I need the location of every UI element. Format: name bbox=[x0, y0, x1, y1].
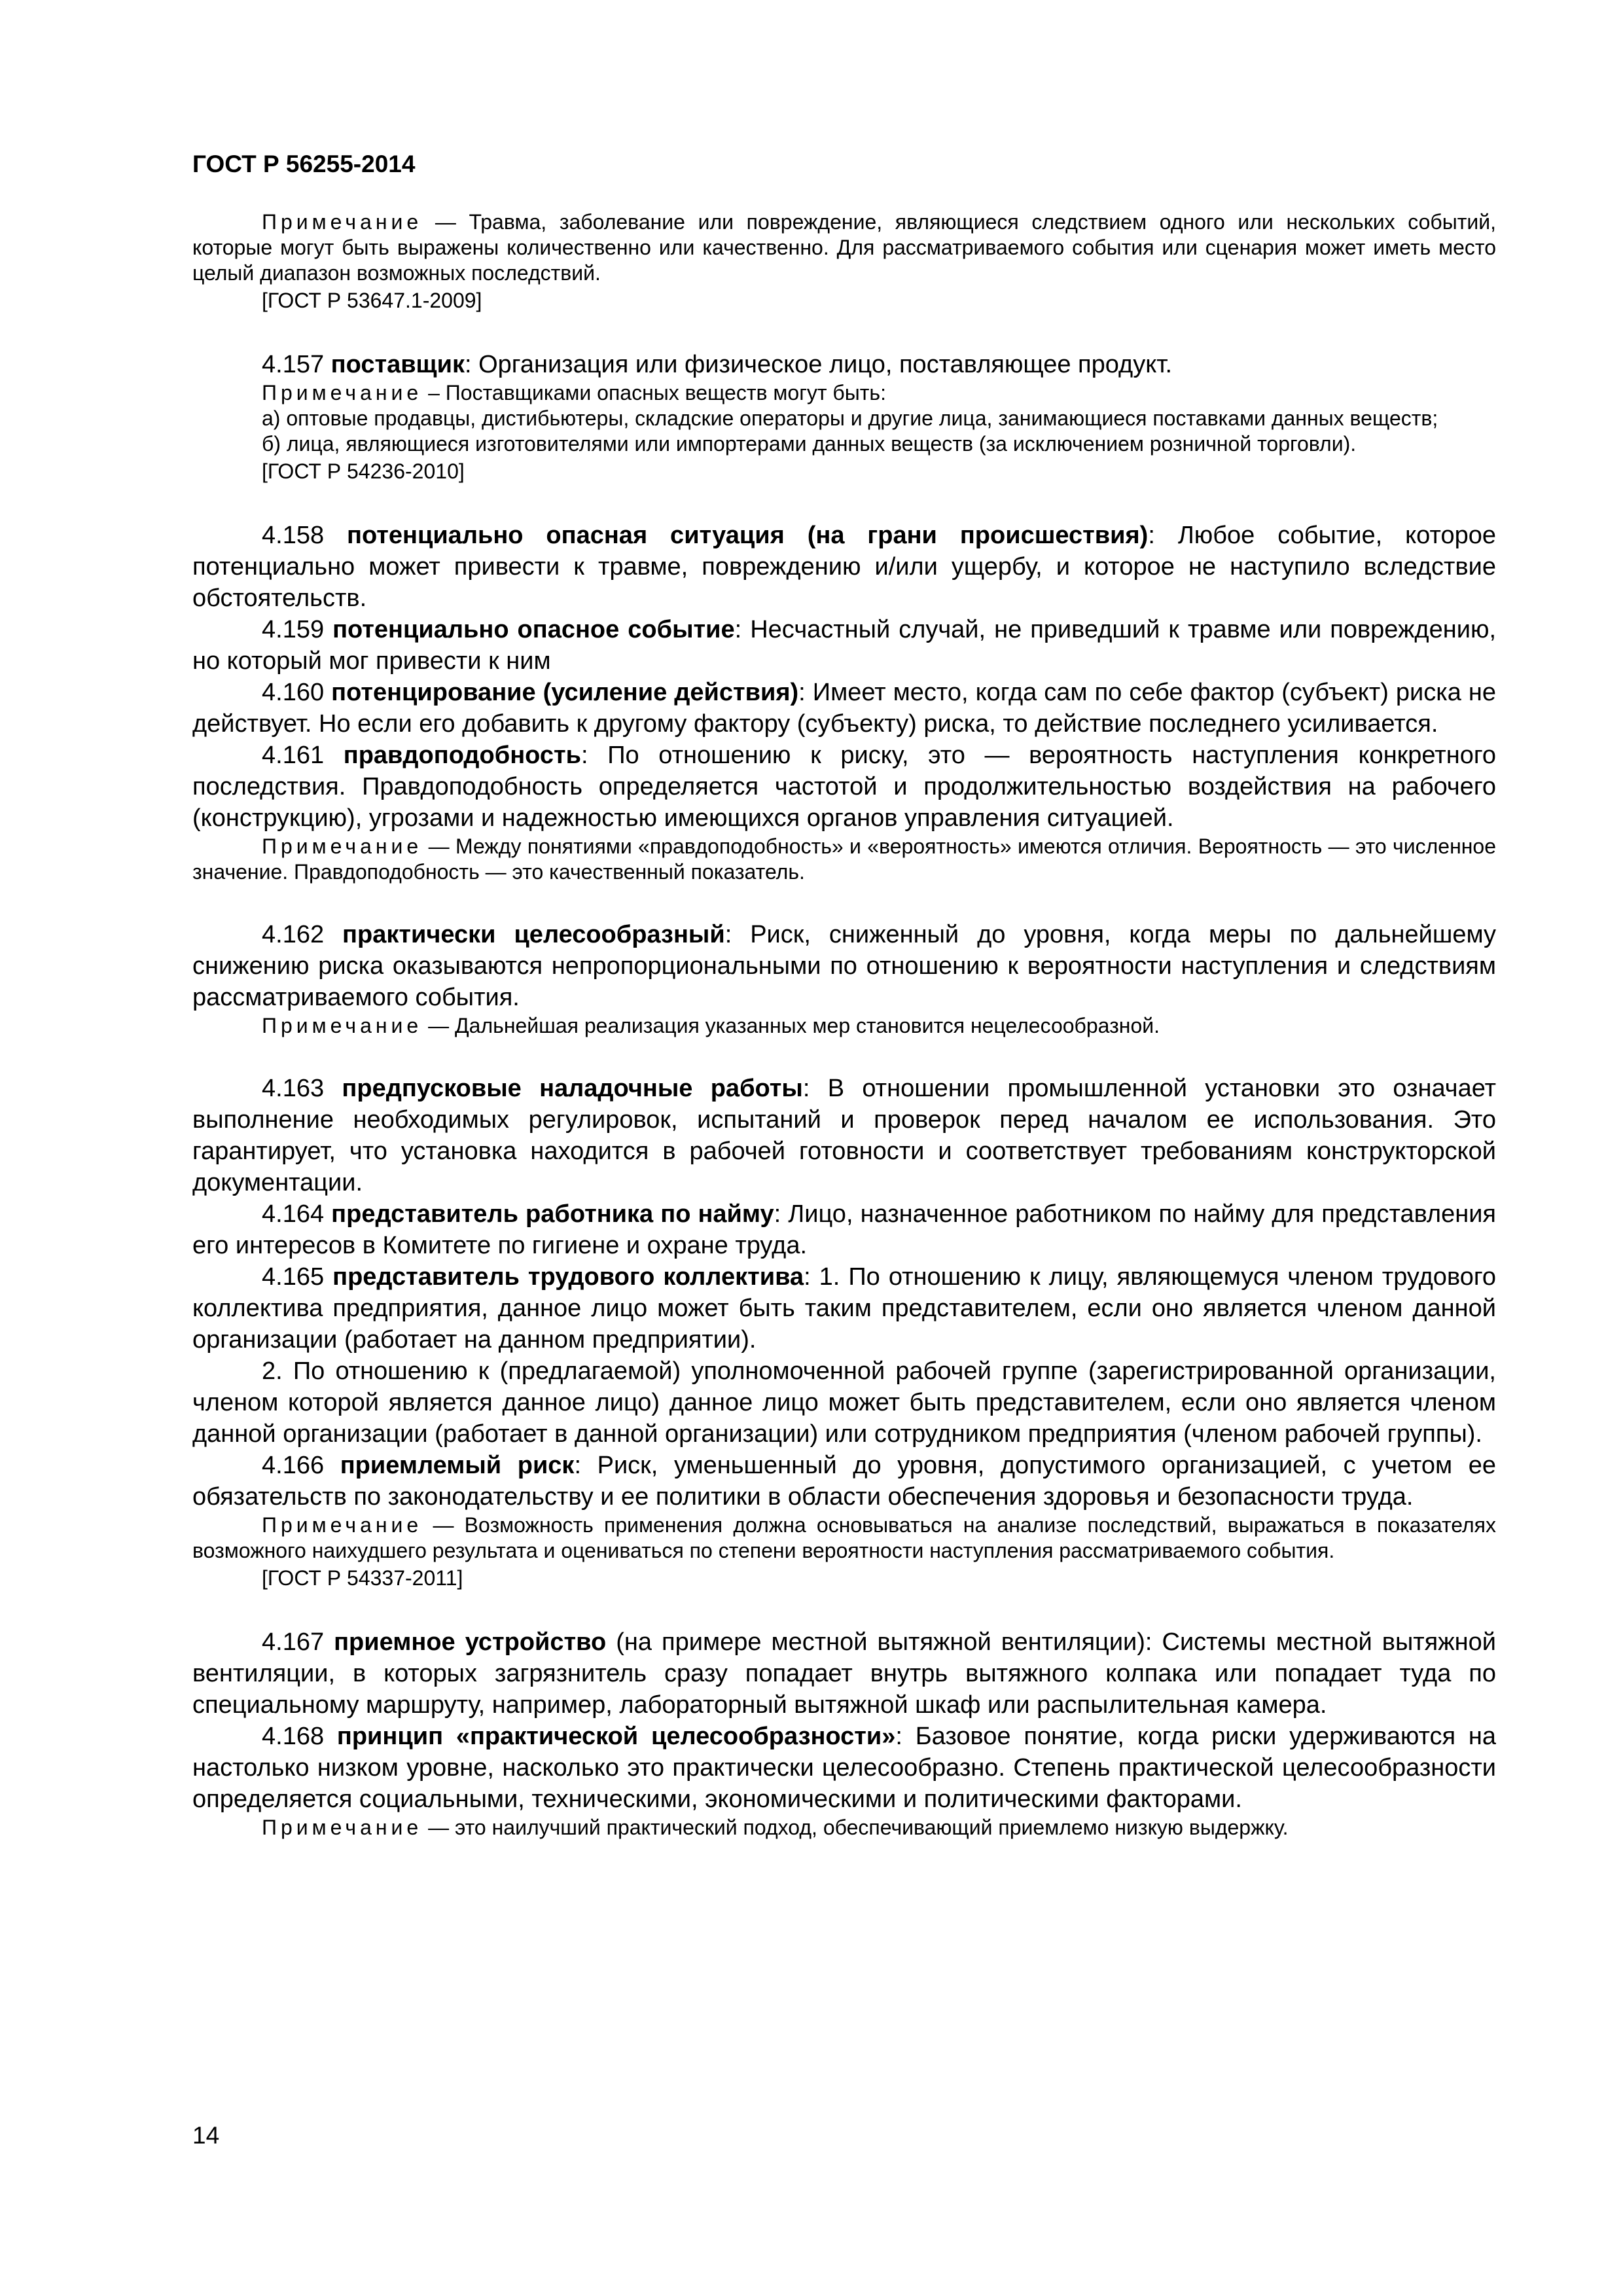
term-4-160: 4.160 потенцирование (усиление действия): Имеет место, когда сам по себе фактор (субъект) риска не действует. Но если его добавить к другому фактору (субъекту) риска, то действие последнего усиливается. bbox=[192, 679, 1496, 738]
note-label: Примечание bbox=[262, 210, 423, 234]
term-4-159: 4.159 потенциально опасное событие: Несчастный случай, не приведший к травме или повреждению, но который мог привести к ним bbox=[192, 616, 1496, 675]
term-name: потенциально опасное событие bbox=[332, 616, 735, 643]
term-4-165-part-2: 2. По отношению к (предлагаемой) уполномоченной рабочей группе (зарегистрированной организации, членом которой является данное лицо) данное лицо может быть представителем, если оно является членом данной организации (работает в данной организации) или сотрудником предприятия (членом рабочей группы). bbox=[192, 1357, 1496, 1448]
reference-4-166: [ГОСТ Р 54337-2011] bbox=[262, 1566, 463, 1590]
term-name: потенциально опасная ситуация (на грани происшествия) bbox=[347, 522, 1149, 549]
term-name: поставщик bbox=[330, 351, 465, 378]
note-4-166: Примечание — Возможность применения должна основываться на анализе последствий, выражаться в показателях возможного наихудшего результата и оцениваться по степени вероятности наступления рассматриваемого события. bbox=[192, 1513, 1496, 1562]
term-4-168: 4.168 принцип «практической целесообразности»: Базовое понятие, когда риски удерживаются на настолько низком уровне, насколько это практически целесообразно. Степень практической целесообразности определяется социальными, техническими, экономическими и политическими факторами. bbox=[192, 1723, 1497, 1813]
term-4-157: 4.157 поставщик: Организация или физическое лицо, поставляющее продукт. bbox=[262, 351, 1173, 378]
term-name: правдоподобность bbox=[343, 742, 581, 769]
note-4-157: Примечание – Поставщиками опасных веществ могут быть: bbox=[262, 381, 886, 404]
note-4-168: Примечание — это наилучший практический подход, обеспечивающий приемлемо низкую выдержку. bbox=[262, 1816, 1289, 1839]
term-name: представитель работника по найму bbox=[331, 1200, 774, 1228]
document-header: ГОСТ Р 56255-2014 bbox=[192, 151, 416, 177]
reference-4-156: [ГОСТ Р 53647.1-2009] bbox=[262, 289, 482, 312]
term-4-158: 4.158 потенциально опасная ситуация (на грани происшествия): Любое событие, которое потенциально может привести к травме, повреждению и/или ущербу, и которое не наступило вследствие обстоятельств. bbox=[192, 522, 1496, 612]
note-4-156: Примечание — Травма, заболевание или повреждение, являющиеся следствием одного или нескольких событий, которые могут быть выражены количественно или качественно. Для рассматриваемого события или сценария может иметь место целый диапазон возможных последствий. bbox=[192, 210, 1496, 285]
term-name: приемное устройство bbox=[334, 1628, 607, 1656]
term-name: потенцирование (усиление действия) bbox=[331, 679, 799, 706]
document-page bbox=[192, 151, 1496, 1840]
page-number: 14 bbox=[192, 2122, 220, 2149]
term-name: приемлемый риск bbox=[340, 1452, 575, 1479]
term-name: предпусковые наладочные работы bbox=[342, 1075, 803, 1102]
reference-4-157: [ГОСТ Р 54236-2010] bbox=[262, 459, 465, 483]
note-4-161: Примечание — Между понятиями «правдоподобность» и «вероятность» имеются отличия. Вероятность — это численное значение. Правдоподобность — это качественный показатель. bbox=[192, 834, 1496, 884]
note-item-b: б) лица, являющиеся изготовителями или импортерами данных веществ (за исключением розничной торговли). bbox=[262, 432, 1357, 456]
term-name: практически целесообразный bbox=[342, 921, 725, 948]
term-4-167: 4.167 приемное устройство (на примере местной вытяжной вентиляции): Системы местной вытяжной вентиляции, в которых загрязнитель сразу попадает внутрь вытяжного колпака или попадает туда по специальному маршруту, например, лабораторный вытяжной шкаф или распылительная камера. bbox=[192, 1628, 1497, 1719]
term-4-162: 4.162 практически целесообразный: Риск, сниженный до уровня, когда меры по дальнейшему снижению риска оказываются непропорциональными по отношению к вероятности наступления и следствиям рассматриваемого события. bbox=[192, 921, 1497, 1011]
term-4-161: 4.161 правдоподобность: По отношению к риску, это — вероятность наступления конкретного последствия. Правдоподобность определяется частотой и продолжительностью воздействия на рабочего (конструкцию), угрозами и надежностью имеющихся органов управления ситуацией. bbox=[192, 742, 1496, 832]
note-4-162: Примечание — Дальнейшая реализация указанных мер становится нецелесообразной. bbox=[262, 1014, 1160, 1037]
term-name: представитель трудового коллектива bbox=[332, 1263, 804, 1291]
term-4-164: 4.164 представитель работника по найму: Лицо, назначенное работником по найму для представления его интересов в Комитете по гигиене и охране труда. bbox=[192, 1200, 1496, 1259]
term-name: принцип «практической целесообразности» bbox=[336, 1723, 896, 1750]
term-4-165: 4.165 представитель трудового коллектива: 1. По отношению к лицу, являющемуся членом трудового коллектива предприятия, данное лицо может быть таким представителем, если оно является членом данной организации (работает на данном предприятии). bbox=[192, 1263, 1496, 1354]
term-4-163: 4.163 предпусковые наладочные работы: В отношении промышленной установки это означает выполнение необходимых регулировок, испытаний и проверок перед началом ее использования. Это гарантирует, что установка находится в рабочей готовности и соответствует требованиям конструкторской документации. bbox=[192, 1075, 1496, 1196]
term-4-166: 4.166 приемлемый риск: Риск, уменьшенный до уровня, допустимого организацией, с учетом ее обязательств по законодательству и ее политики в области обеспечения здоровья и безопасности труда. bbox=[192, 1452, 1497, 1511]
note-item-a: а) оптовые продавцы, дистибьютеры, складские операторы и другие лица, занимающиеся поставками данных веществ; bbox=[262, 406, 1438, 430]
